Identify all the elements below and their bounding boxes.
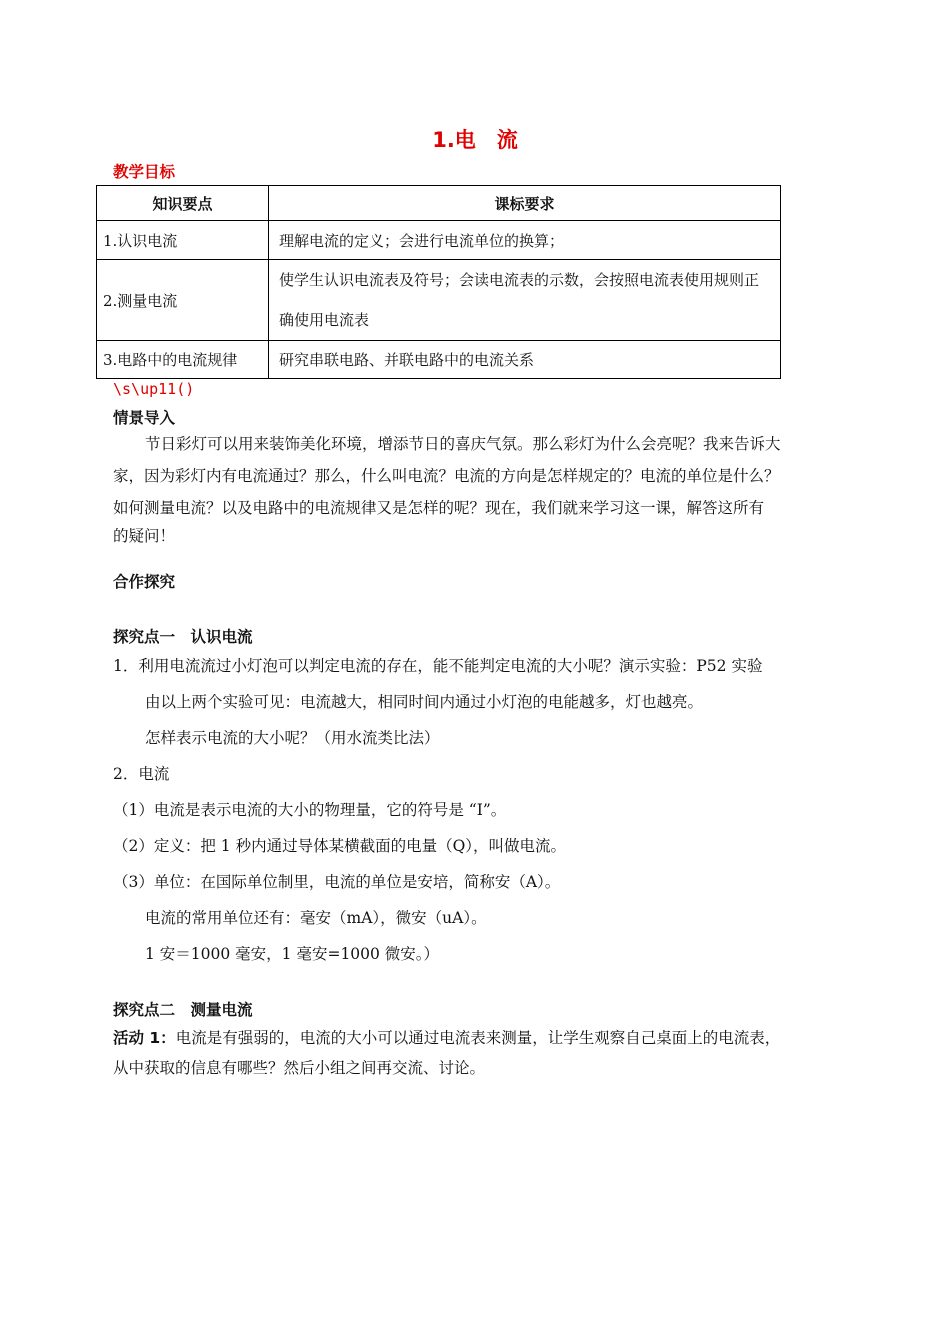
section1-line: 2．电流: [113, 765, 170, 783]
table-row: [97, 221, 781, 260]
section2-heading: 探究点二 测量电流: [113, 1001, 253, 1019]
intro-heading: 情景导入: [113, 409, 176, 427]
section1-line: 怎样表示电流的大小呢？（用水流类比法）: [145, 729, 440, 747]
section1-line: （1）电流是表示电流的大小的物理量，它的符号是 “I”。: [113, 801, 507, 819]
goal-requirement: 理解电流的定义；会进行电流单位的换算；: [269, 221, 781, 260]
section1-line: 电流的常用单位还有：毫安（mA），微安（uA）。: [145, 909, 487, 927]
activity-text: 电流是有强弱的，电流的大小可以通过电流表来测量，让学生观察自己桌面上的电流表，: [175, 1029, 781, 1047]
section1-line: 1 安＝1000 毫安，1 毫安=1000 微安。）: [145, 945, 440, 963]
teaching-goals-heading: 教学目标: [113, 163, 176, 181]
section1-line: （3）单位：在国际单位制里，电流的单位是安培，简称安（A）。: [113, 873, 561, 891]
section1-line: （2）定义：把 1 秒内通过导体某横截面的电量（Q），叫做电流。: [113, 837, 567, 855]
cooperation-heading: 合作探究: [113, 573, 176, 591]
intro-line: 家，因为彩灯内有电流通过？那么，什么叫电流？电流的方向是怎样规定的？电流的单位是什么？: [113, 467, 780, 485]
intro-line: 的疑问！: [113, 527, 176, 545]
activity-line: [113, 1022, 780, 1054]
activity-line: 从中获取的信息有哪些？然后小组之间再交流、讨论。: [113, 1059, 486, 1077]
table-row: [97, 260, 781, 341]
goal-requirement: 研究串联电路、并联电路中的电流关系: [269, 341, 781, 379]
column-header-requirement: 课标要求: [269, 186, 781, 221]
goal-point: 2.测量电流: [97, 260, 269, 341]
intro-line: 如何测量电流？以及电路中的电流规律又是怎样的呢？现在，我们就来学习这一课，解答这所有: [113, 499, 765, 517]
goals-table: [96, 185, 781, 379]
goal-requirement: 使学生认识电流表及符号；会读电流表的示数，会按照电流表使用规则正确使用电流表: [269, 260, 781, 341]
field-code-artifact: \s\up11(): [113, 380, 195, 398]
goal-point: 3.电路中的电流规律: [97, 341, 269, 379]
table-header-row: [97, 186, 781, 221]
page-title: 1.电 流: [432, 128, 518, 152]
table-row: [97, 341, 781, 379]
section1-heading: 探究点一 认识电流: [113, 628, 253, 646]
section1-line: 由以上两个实验可见：电流越大，相同时间内通过小灯泡的电能越多，灯也越亮。: [145, 693, 704, 711]
section1-line: 1．利用电流流过小灯泡可以判定电流的存在，能不能判定电流的大小呢？演示实验：P52 实验: [113, 657, 763, 675]
activity-label: 活动 1：: [113, 1029, 176, 1047]
goal-point: 1.认识电流: [97, 221, 269, 260]
intro-line: 节日彩灯可以用来装饰美化环境，增添节日的喜庆气氛。那么彩灯为什么会亮呢？我来告诉大: [145, 435, 781, 453]
column-header-point: 知识要点: [97, 186, 269, 221]
